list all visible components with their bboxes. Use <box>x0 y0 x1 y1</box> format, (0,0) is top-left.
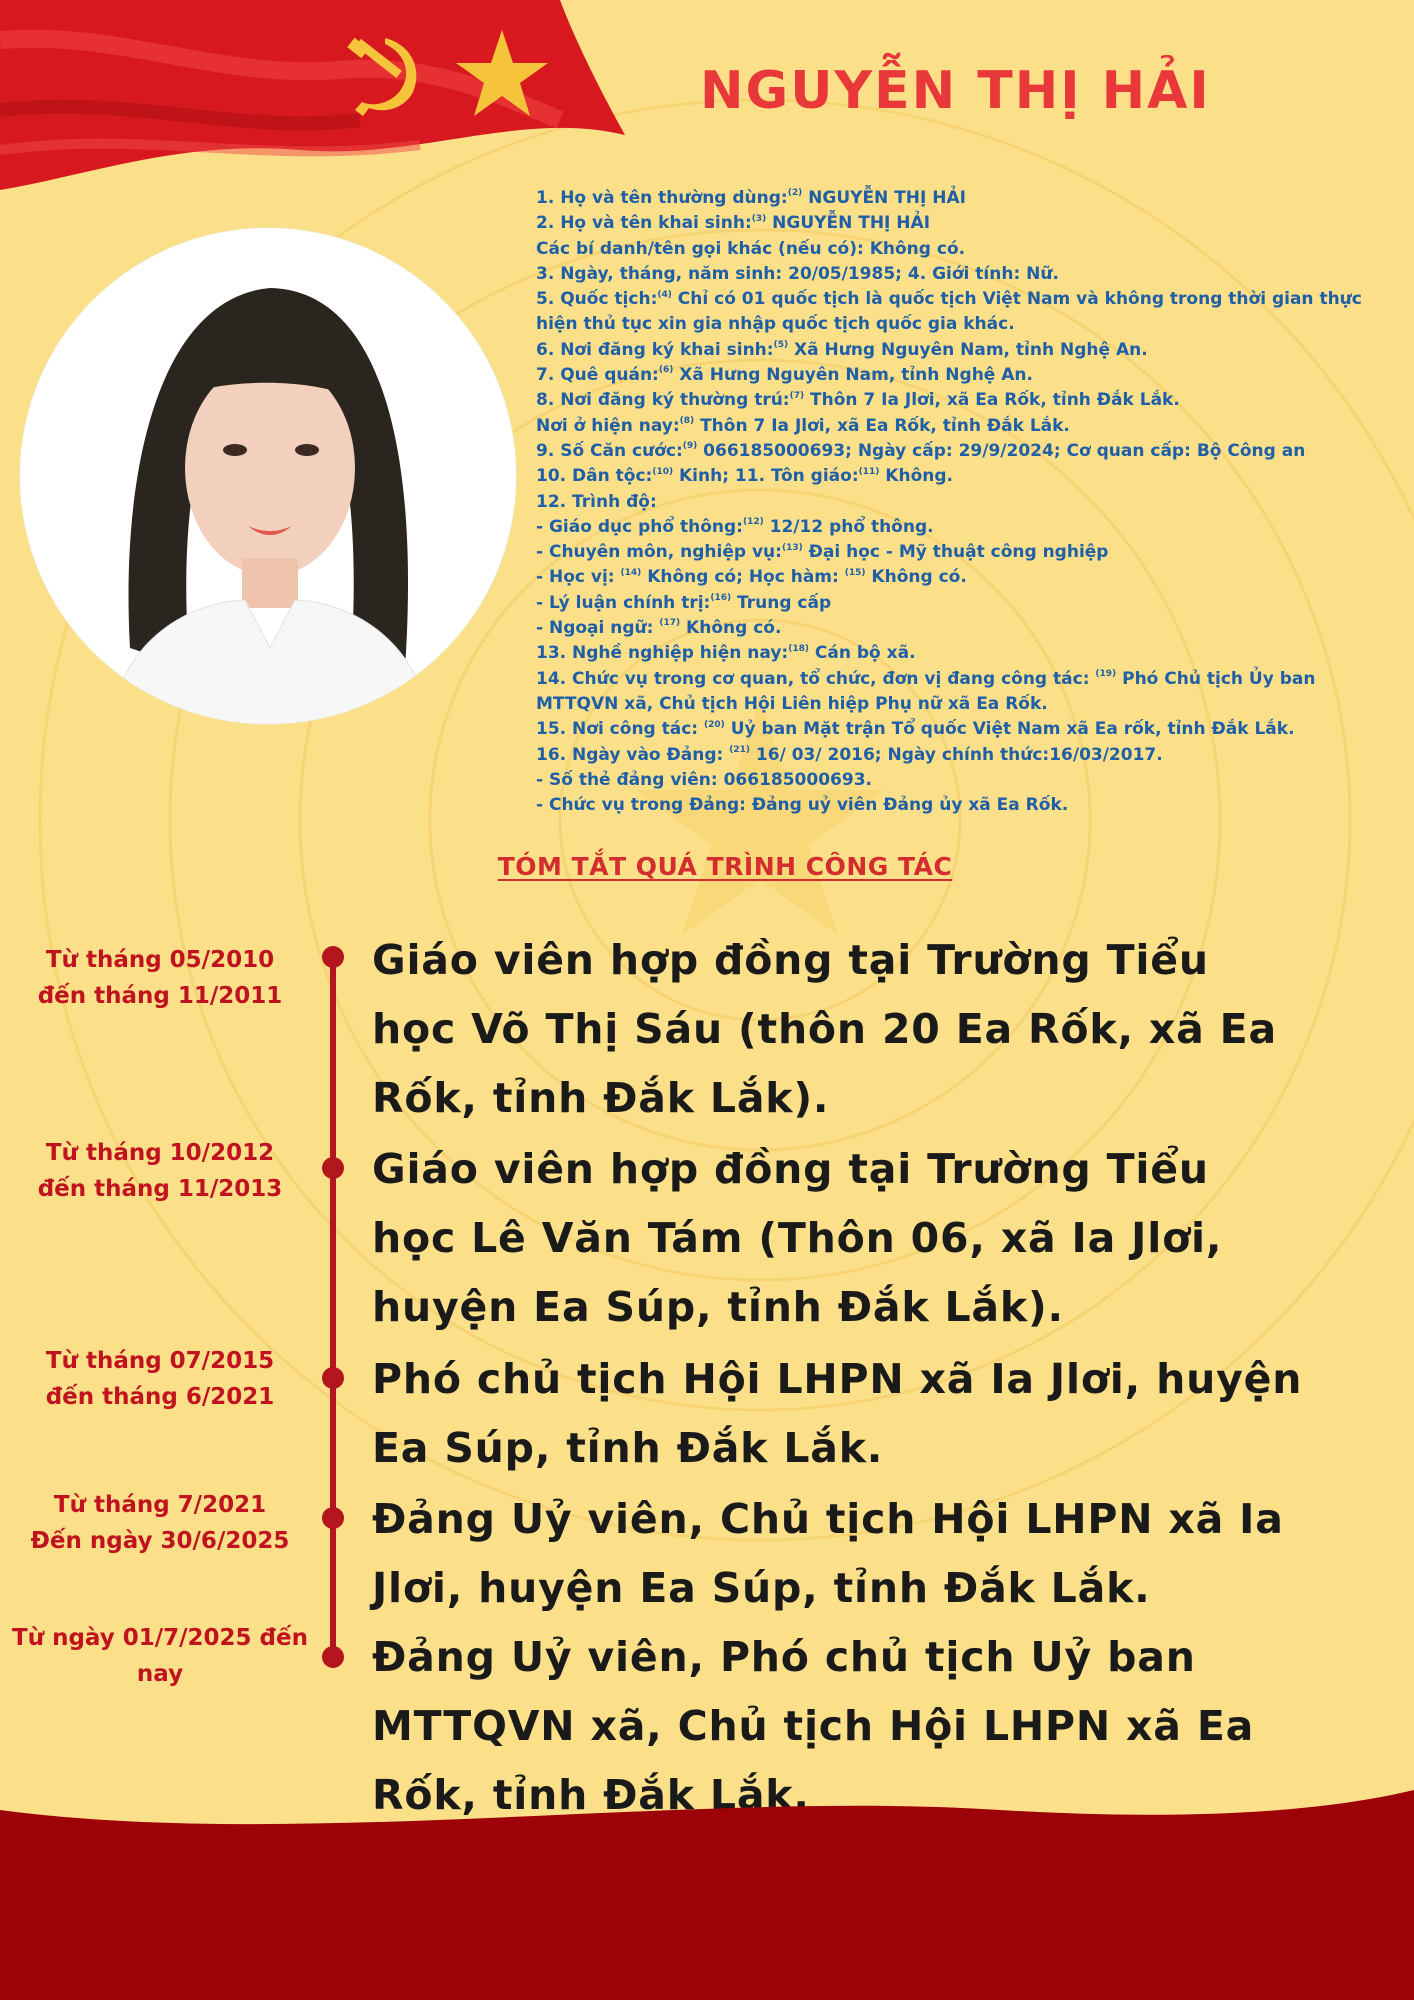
info-line <box>536 717 1366 742</box>
info-line-post: 12/12 phổ thông. <box>763 516 934 537</box>
timeline-dot <box>322 946 344 968</box>
info-line-pre: - Số thẻ đảng viên: 066185000693. <box>536 769 872 790</box>
info-line <box>536 768 1366 793</box>
info-line-pre: - Ngoại ngữ: <box>536 618 660 639</box>
info-line-pre: 5. Quốc tịch: <box>536 289 658 310</box>
info-line-pre: - Giáo dục phổ thông: <box>536 516 743 537</box>
info-line <box>536 414 1366 439</box>
info-line <box>536 515 1366 540</box>
info-line-sup: (13) <box>781 542 803 553</box>
info-line-pre: - Chuyên môn, nghiệp vụ: <box>536 542 782 563</box>
info-line <box>536 616 1366 641</box>
info-line-pre: 14. Chức vụ trong cơ quan, tổ chức, đơn vị đang công tác: <box>536 668 1096 689</box>
info-line-post: Không có; Học hàm: <box>641 567 845 588</box>
timeline-date-line: Từ tháng 05/2010 <box>45 947 275 973</box>
info-line-sup: (14) <box>620 567 642 578</box>
info-line-pre: hiện thủ tục xin gia nhập quốc tịch quốc gia khác. <box>536 314 1015 335</box>
info-line-pre: MTTQVN xã, Chủ tịch Hội Liên hiệp Phụ nữ xã Ea Rốk. <box>536 693 1048 714</box>
info-line-pre: 2. Họ và tên khai sinh: <box>536 213 752 234</box>
info-line-post: 066185000693; Ngày cấp: 29/9/2024; Cơ quan cấp: Bộ Công an <box>697 440 1306 461</box>
timeline-date-line: Từ ngày 01/7/2025 đến <box>12 1625 308 1651</box>
info-line-sup: (10) <box>652 466 674 477</box>
timeline-date <box>0 1487 320 1559</box>
info-line-post: Đại học - Mỹ thuật công nghiệp <box>802 542 1109 563</box>
timeline-description-line: Đảng Uỷ viên, Chủ tịch Hội LHPN xã Ia <box>372 1495 1284 1543</box>
timeline-description-line: Rốk, tỉnh Đắk Lắk. <box>372 1771 810 1819</box>
info-line-pre: 6. Nơi đăng ký khai sinh: <box>536 339 774 360</box>
info-line-sup: (21) <box>729 744 750 755</box>
info-line-sup: (12) <box>742 517 764 528</box>
timeline-date-line: Từ tháng 07/2015 <box>45 1348 275 1374</box>
info-line-pre: 13. Nghề nghiệp hiện nay: <box>536 643 789 664</box>
info-line <box>536 565 1366 590</box>
info-line <box>536 464 1366 489</box>
timeline-line <box>330 958 336 1658</box>
info-line-sup: (9) <box>682 441 698 452</box>
info-line-post: Uỷ ban Mặt trận Tổ quốc Việt Nam xã Ea rốk, tỉnh Đắk Lắk. <box>724 719 1295 740</box>
info-line <box>536 641 1366 666</box>
portrait-photo <box>20 228 516 724</box>
info-line <box>536 591 1366 616</box>
info-line-sup: (16) <box>710 593 732 604</box>
timeline-description-line: Phó chủ tịch Hội LHPN xã Ia Jlơi, huyện <box>372 1355 1303 1403</box>
info-line <box>536 540 1366 565</box>
info-line-post: 16/ 03/ 2016; Ngày chính thức:16/03/2017. <box>750 744 1163 765</box>
info-line-sup: (19) <box>1095 668 1117 679</box>
timeline-date-line: đến tháng 6/2021 <box>45 1384 275 1410</box>
timeline-date <box>0 1135 320 1207</box>
timeline-description <box>372 926 1332 1133</box>
info-line-sup: (2) <box>787 188 803 199</box>
timeline-date <box>0 942 320 1014</box>
timeline-date <box>0 1343 320 1415</box>
info-line-pre: 15. Nơi công tác: <box>536 719 705 740</box>
info-line <box>536 211 1366 236</box>
info-line-post2: Không. <box>879 466 953 487</box>
info-line-sup: (20) <box>704 719 725 730</box>
info-line-post: Kinh; 11. Tôn giáo: <box>673 466 859 487</box>
info-line <box>536 237 1366 262</box>
info-line <box>536 793 1366 818</box>
info-line-post: Xã Hưng Nguyên Nam, tỉnh Nghệ An. <box>788 339 1148 360</box>
timeline-dot <box>322 1646 344 1668</box>
info-line-post: Thôn 7 Ia Jlơi, xã Ea Rốk, tỉnh Đắk Lắk. <box>694 415 1070 436</box>
info-line-post: Trung cấp <box>731 592 832 613</box>
info-line-sup2: (11) <box>858 466 880 477</box>
timeline-date-line: đến tháng 11/2013 <box>37 1176 283 1202</box>
timeline-dot <box>322 1367 344 1389</box>
info-line-pre: 3. Ngày, tháng, năm sinh: 20/05/1985; 4. Giới tính: Nữ. <box>536 263 1059 284</box>
info-line-sup: (8) <box>679 416 695 427</box>
info-line-pre: 9. Số Căn cước: <box>536 440 683 461</box>
timeline-description-line: Ea Súp, tỉnh Đắk Lắk. <box>372 1424 884 1472</box>
info-line-sup: (3) <box>751 213 767 224</box>
info-line <box>536 667 1366 692</box>
info-line-sup: (18) <box>788 643 809 654</box>
info-line <box>536 338 1366 363</box>
info-line <box>536 363 1366 388</box>
timeline-description-line: Giáo viên hợp đồng tại Trường Tiểu <box>372 936 1209 984</box>
timeline-date-line: đến tháng 11/2011 <box>37 983 283 1009</box>
party-flag <box>0 0 640 190</box>
info-line-sup: (5) <box>773 340 789 351</box>
info-line <box>536 262 1366 287</box>
info-line <box>536 312 1366 337</box>
timeline-description-line: MTTQVN xã, Chủ tịch Hội LHPN xã Ea <box>372 1702 1255 1750</box>
info-line <box>536 388 1366 413</box>
timeline-description-line: huyện Ea Súp, tỉnh Đắk Lắk). <box>372 1283 1064 1331</box>
info-line <box>536 743 1366 768</box>
info-line-pre: - Lý luận chính trị: <box>536 592 711 613</box>
timeline-description-line: học Lê Văn Tám (Thôn 06, xã Ia Jlơi, <box>372 1214 1223 1262</box>
info-line-post2: Không có. <box>865 567 967 588</box>
timeline-date-line: Từ tháng 10/2012 <box>45 1140 275 1166</box>
info-line-sup: (6) <box>658 365 674 376</box>
info-line-post: Không có. <box>680 618 782 639</box>
info-line-pre: Các bí danh/tên gọi khác (nếu có): Không có. <box>536 238 966 259</box>
timeline-date-line: Đến ngày 30/6/2025 <box>30 1528 290 1554</box>
info-line-pre: - Học vị: <box>536 567 621 588</box>
timeline-dot <box>322 1507 344 1529</box>
info-line <box>536 287 1366 312</box>
timeline-description-line: Rốk, tỉnh Đắk Lắk). <box>372 1074 830 1122</box>
info-line-post: NGUYỄN THỊ HẢI <box>802 188 966 208</box>
info-line-pre: 7. Quê quán: <box>536 365 659 386</box>
timeline-description <box>372 1135 1332 1342</box>
info-line-pre: - Chức vụ trong Đảng: Đảng uỷ viên Đảng ủy xã Ea Rốk. <box>536 795 1069 816</box>
info-line-sup: (4) <box>657 289 672 300</box>
info-line-pre: 10. Dân tộc: <box>536 466 653 487</box>
info-line-pre: 8. Nơi đăng ký thường trú: <box>536 390 790 411</box>
timeline-date-line: Từ tháng 7/2021 <box>53 1492 267 1518</box>
timeline-description-line: học Võ Thị Sáu (thôn 20 Ea Rốk, xã Ea <box>372 1005 1277 1053</box>
timeline-description <box>372 1345 1332 1483</box>
timeline-description-line: Jlơi, huyện Ea Súp, tỉnh Đắk Lắk. <box>372 1564 1151 1612</box>
info-line <box>536 692 1366 717</box>
timeline-dot <box>322 1157 344 1179</box>
timeline-description <box>372 1485 1332 1623</box>
info-line-sup: (17) <box>659 618 681 629</box>
timeline-description-line: Giáo viên hợp đồng tại Trường Tiểu <box>372 1145 1209 1193</box>
info-line-pre: 12. Trình độ: <box>536 491 657 512</box>
info-line-post: Cán bộ xã. <box>808 643 916 664</box>
info-line-pre: 1. Họ và tên thường dùng: <box>536 188 788 208</box>
info-line-pre: Nơi ở hiện nay: <box>536 415 680 436</box>
personal-info <box>536 186 1366 818</box>
info-line-sup2: (15) <box>844 567 866 578</box>
info-line-post: Phó Chủ tịch Ủy ban <box>1116 668 1316 689</box>
timeline-description-line: Đảng Uỷ viên, Phó chủ tịch Uỷ ban <box>372 1633 1196 1681</box>
info-line <box>536 490 1366 515</box>
info-line-post: NGUYỄN THỊ HẢI <box>766 213 931 234</box>
info-line-pre: 16. Ngày vào Đảng: <box>536 744 730 765</box>
info-line <box>536 186 1366 211</box>
info-line-post: Chỉ có 01 quốc tịch là quốc tịch Việt Nam và không trong thời gian thực <box>671 289 1362 310</box>
info-line-post: Xã Hưng Nguyên Nam, tỉnh Nghệ An. <box>673 365 1033 386</box>
info-line-post: Thôn 7 Ia Jlơi, xã Ea Rốk, tỉnh Đắk Lắk. <box>804 390 1180 411</box>
timeline-date-line: nay <box>136 1661 184 1687</box>
info-line-sup: (7) <box>789 390 805 401</box>
section-title: TÓM TẮT QUÁ TRÌNH CÔNG TÁC <box>497 852 953 881</box>
timeline-date <box>0 1620 320 1692</box>
candidate-name: NGUYỄN THỊ HẢI <box>700 61 1211 121</box>
info-line <box>536 439 1366 464</box>
footer-wave <box>0 1790 1414 2000</box>
